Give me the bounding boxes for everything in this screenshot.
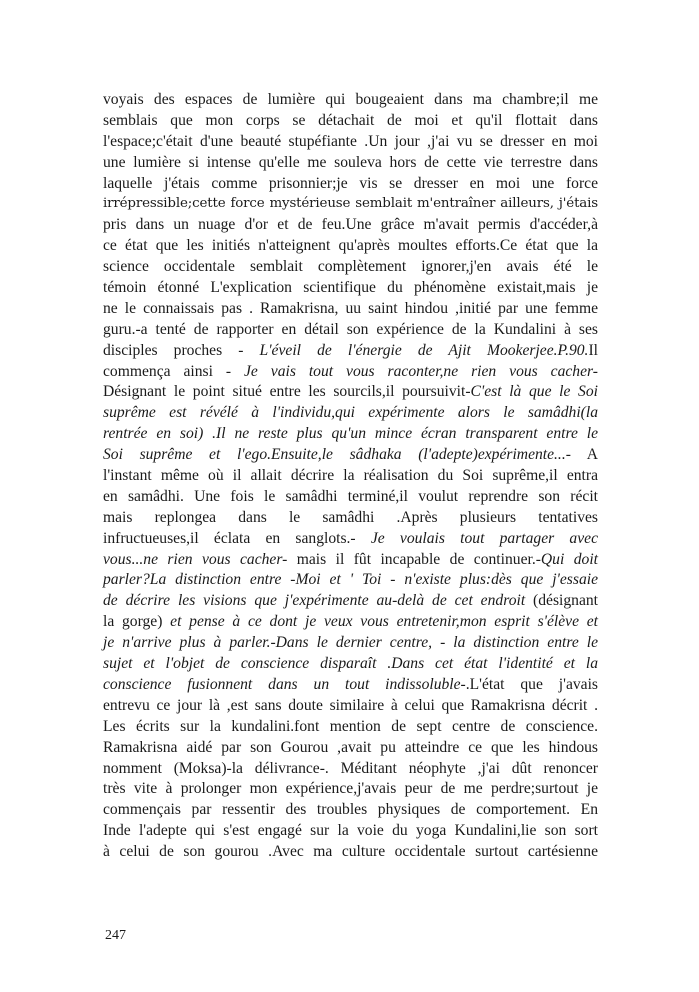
- text-line: [103, 696, 598, 717]
- text-line: [103, 194, 598, 215]
- italic-text-run: sujet et l'objet de conscience disparaît .Dans cet état l'identité et la: [103, 655, 598, 673]
- text-line: [103, 90, 598, 111]
- text-run: commença ainsi -: [103, 362, 244, 380]
- text-line: [103, 633, 598, 654]
- italic-text-run: suprême est révélé à l'individu,qui expérimente alors le samâdhi(la: [103, 404, 598, 422]
- text-line: [103, 320, 598, 341]
- text-run: entrevu ce jour là ,est sans doute similaire à celui que Ramakrisna décrit .: [103, 696, 598, 714]
- text-line: [103, 842, 598, 863]
- text-run: infructueuses,il éclata en sanglots.-: [103, 529, 371, 547]
- text-run: A: [570, 446, 598, 464]
- text-line: [103, 612, 598, 633]
- italic-text-run: L'éveil de l'énergie de Ajit Mookerjee.P.90.: [259, 341, 589, 359]
- text-line: [103, 445, 598, 466]
- text-run: disciples proches -: [103, 341, 260, 359]
- body-text: [103, 90, 598, 863]
- text-run: science occidentale semblait complètement ignorer,j'en avais été le: [103, 258, 598, 276]
- italic-text-run: je n'arrive plus à parler.-Dans le dernier centre, - la distinction entre le: [103, 634, 598, 652]
- text-run: Il: [588, 341, 598, 359]
- text-line: [103, 550, 598, 571]
- text-run: Les écrits sur la kundalini.font mention de sept centre de conscience.: [103, 717, 598, 735]
- text-line: [103, 717, 598, 738]
- italic-text-run: vous...ne rien vous cacher-: [103, 550, 288, 568]
- text-run: .L'état que j'avais: [465, 675, 598, 693]
- italic-text-run: de décrire les visions que j'expérimente au-delà de cet endroit: [103, 592, 526, 610]
- italic-text-run: Qui doit: [540, 550, 599, 568]
- text-line: [103, 424, 598, 445]
- text-run: l'espace;c'était d'une beauté stupéfiante .Un jour ,j'ai vu se dresser en moi: [103, 132, 598, 150]
- text-run: nomment (Moksa)-la délivrance-. Méditant néophyte ,j'ai dût renoncer: [103, 759, 598, 777]
- text-line: [103, 654, 598, 675]
- text-run: (désignant: [525, 592, 598, 610]
- text-line: [103, 153, 598, 174]
- text-line: [103, 299, 598, 320]
- text-line: [103, 403, 598, 424]
- text-run: très vite à prolonger mon expérience,j'avais peur de me perdre;surtout je: [103, 780, 598, 798]
- italic-text-run: et pense à ce dont je veux vous entretenir,mon esprit s'élève et: [170, 613, 598, 631]
- text-run: la gorge): [103, 613, 171, 631]
- text-line: [103, 111, 598, 132]
- text-line: [103, 278, 598, 299]
- text-run: Désignant le point situé entre les sourcils,il poursuivit-: [103, 383, 471, 401]
- text-line: [103, 779, 598, 800]
- text-run: voyais des espaces de lumière qui bougeaient dans ma chambre;il me: [103, 91, 598, 108]
- italic-text-run: Soi suprême et l'ego.Ensuite,le sâdhaka (l'adepte)expérimente...-: [103, 446, 571, 464]
- italic-text-run: rentrée en soi) .Il ne reste plus qu'un mince écran transparent entre le: [103, 425, 598, 443]
- italic-text-run: Je voulais tout partager avec: [370, 529, 598, 547]
- text-run: pris dans un nuage d'or et de feu.Une grâce m'avait permis d'accéder,à: [103, 216, 598, 234]
- text-line: [103, 257, 598, 278]
- text-line: [103, 529, 598, 550]
- text-line: [103, 382, 598, 403]
- text-line: [103, 675, 598, 696]
- text-run: mais replongea dans le samâdhi .Après plusieurs tentatives: [103, 508, 598, 526]
- text-run: Inde l'adepte qui s'est engagé sur la voie du yoga Kundalini,lie son sort: [103, 822, 598, 840]
- text-run: irrépressible;cette force mystérieuse semblait m'entraîner ailleurs, j'étais: [103, 196, 598, 212]
- text-run: mais il fût incapable de continuer.-: [287, 550, 541, 568]
- text-run: ne le connaissais pas . Ramakrisna, uu saint hindou ,initié par une femme: [103, 299, 598, 317]
- text-line: [103, 759, 598, 780]
- text-run: commençais par ressentir des troubles physiques de comportement. En: [103, 801, 598, 819]
- text-line: [103, 591, 598, 612]
- text-run: l'instant même où il allait décrire la réalisation du Soi suprême,il entra: [103, 467, 598, 485]
- text-line: [103, 236, 598, 257]
- italic-text-run: Je vais tout vous raconter,ne rien vous cacher-: [244, 362, 598, 380]
- text-line: [103, 738, 598, 759]
- text-run: guru.-a tenté de rapporter en détail son expérience de la Kundalini à ses: [103, 320, 598, 338]
- italic-text-run: C'est là que le Soi: [470, 383, 598, 401]
- text-line: [103, 800, 598, 821]
- text-line: [103, 132, 598, 153]
- text-run: ce état que les initiés n'atteignent qu'après moultes efforts.Ce état que la: [103, 237, 598, 255]
- italic-text-run: conscience fusionnent dans un tout indissoluble-: [103, 675, 466, 693]
- text-line: [103, 466, 598, 487]
- page-number: 247: [105, 928, 126, 943]
- text-run: à celui de son gourou .Avec ma culture occidentale surtout cartésienne: [103, 843, 598, 861]
- text-run: une lumière si intense qu'elle me souleva hors de cette vie terrestre dans: [103, 153, 598, 171]
- text-line: [103, 174, 598, 195]
- text-line: [103, 570, 598, 591]
- text-line: [103, 821, 598, 842]
- text-line: [103, 508, 598, 529]
- italic-text-run: parler?La distinction entre -Moi et ' Toi - n'existe plus:dès que j'essaie: [103, 571, 598, 589]
- text-run: semblais que mon corps se détachait de moi et qu'il flottait dans: [103, 111, 598, 129]
- text-line: [103, 487, 598, 508]
- text-run: laquelle j'étais comme prisonnier;je vis se dresser en moi une force: [103, 174, 598, 192]
- text-line: [103, 215, 598, 236]
- text-run: Ramakrisna aidé par son Gourou ,avait pu atteindre ce que les hindous: [103, 738, 598, 756]
- text-line: [103, 341, 598, 362]
- text-run: en samâdhi. Une fois le samâdhi terminé,il voulut reprendre son récit: [103, 487, 598, 505]
- text-line: [103, 362, 598, 383]
- text-run: témoin étonné L'explication scientifique du phénomène existait,mais je: [103, 279, 598, 297]
